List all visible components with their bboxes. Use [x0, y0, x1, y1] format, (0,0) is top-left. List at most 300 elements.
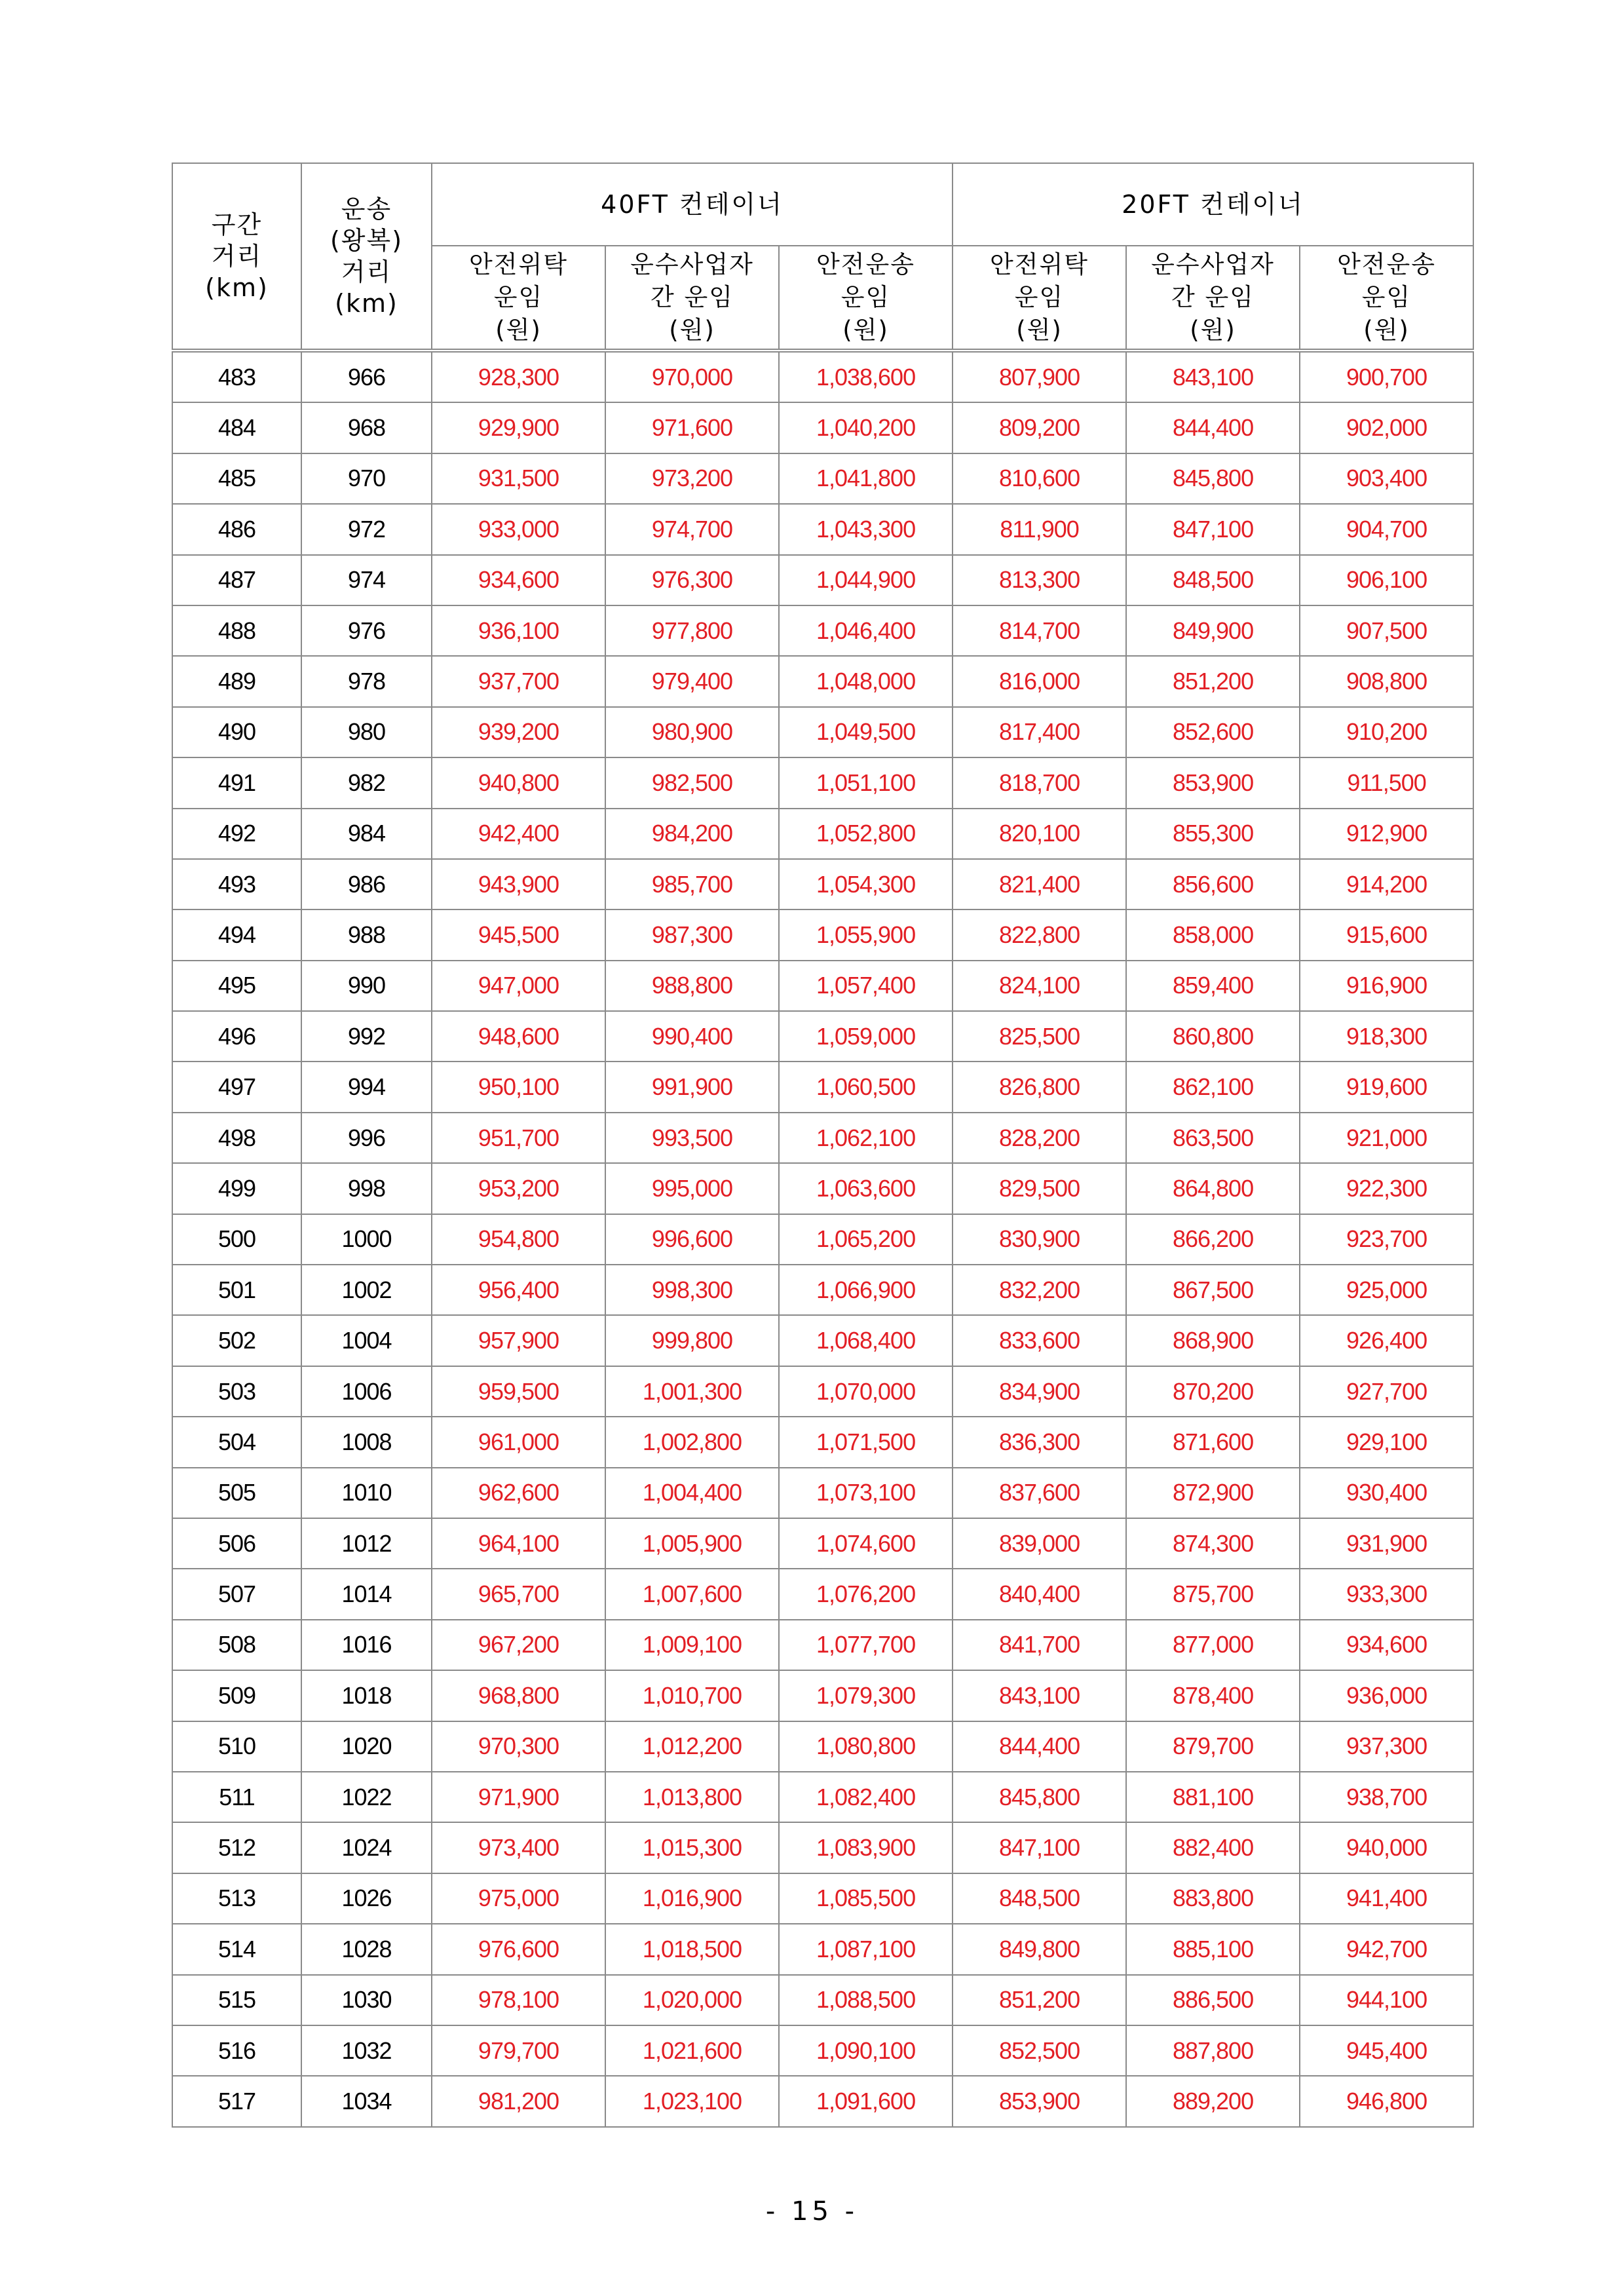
cell-20ft-safe-transport: 915,600 — [1300, 909, 1473, 960]
cell-section-distance: 514 — [172, 1924, 301, 1974]
cell-40ft-safe-consign: 968,800 — [432, 1670, 605, 1721]
cell-40ft-transport-biz: 993,500 — [605, 1113, 779, 1163]
cell-40ft-safe-transport: 1,051,100 — [779, 757, 953, 808]
cell-section-distance: 517 — [172, 2076, 301, 2126]
header-20ft-safe-consign: 안전위탁 운임 (원) — [953, 246, 1126, 351]
cell-40ft-safe-transport: 1,040,200 — [779, 402, 953, 453]
cell-20ft-safe-transport: 903,400 — [1300, 453, 1473, 504]
table-row — [172, 1011, 1473, 1062]
cell-40ft-safe-transport: 1,049,500 — [779, 707, 953, 757]
cell-transport-distance: 1028 — [301, 1924, 432, 1974]
cell-section-distance: 503 — [172, 1366, 301, 1417]
cell-20ft-safe-transport: 934,600 — [1300, 1620, 1473, 1670]
cell-section-distance: 496 — [172, 1011, 301, 1062]
table-row — [172, 809, 1473, 859]
cell-20ft-transport-biz: 870,200 — [1126, 1366, 1300, 1417]
cell-40ft-safe-transport: 1,048,000 — [779, 656, 953, 706]
cell-40ft-safe-consign: 951,700 — [432, 1113, 605, 1163]
cell-20ft-safe-consign: 826,800 — [953, 1062, 1126, 1112]
cell-20ft-safe-transport: 907,500 — [1300, 605, 1473, 656]
cell-40ft-safe-transport: 1,088,500 — [779, 1975, 953, 2025]
cell-40ft-safe-consign: 978,100 — [432, 1975, 605, 2025]
cell-20ft-safe-consign: 832,200 — [953, 1265, 1126, 1315]
cell-40ft-transport-biz: 1,013,800 — [605, 1772, 779, 1822]
cell-section-distance: 512 — [172, 1822, 301, 1873]
cell-40ft-safe-consign: 937,700 — [432, 656, 605, 706]
header-20ft-container: 20FT 컨테이너 — [953, 163, 1473, 246]
cell-20ft-safe-transport: 922,300 — [1300, 1163, 1473, 1214]
cell-40ft-safe-transport: 1,059,000 — [779, 1011, 953, 1062]
table-row — [172, 1772, 1473, 1822]
cell-40ft-safe-transport: 1,054,300 — [779, 859, 953, 909]
cell-20ft-safe-consign: 807,900 — [953, 351, 1126, 402]
cell-40ft-safe-consign: 947,000 — [432, 961, 605, 1011]
table-row — [172, 2076, 1473, 2126]
table-row — [172, 859, 1473, 909]
table-row — [172, 1417, 1473, 1467]
cell-transport-distance: 968 — [301, 402, 432, 453]
cell-20ft-transport-biz: 887,800 — [1126, 2025, 1300, 2076]
cell-20ft-safe-transport: 912,900 — [1300, 809, 1473, 859]
cell-40ft-safe-consign: 953,200 — [432, 1163, 605, 1214]
cell-20ft-safe-consign: 828,200 — [953, 1113, 1126, 1163]
cell-40ft-safe-consign: 936,100 — [432, 605, 605, 656]
cell-section-distance: 501 — [172, 1265, 301, 1315]
cell-40ft-safe-consign: 954,800 — [432, 1214, 605, 1265]
table-body — [172, 351, 1473, 2127]
cell-section-distance: 484 — [172, 402, 301, 453]
cell-40ft-safe-consign: 942,400 — [432, 809, 605, 859]
cell-40ft-safe-transport: 1,060,500 — [779, 1062, 953, 1112]
cell-transport-distance: 994 — [301, 1062, 432, 1112]
cell-40ft-safe-transport: 1,044,900 — [779, 555, 953, 605]
table-row — [172, 1113, 1473, 1163]
cell-section-distance: 495 — [172, 961, 301, 1011]
cell-20ft-transport-biz: 855,300 — [1126, 809, 1300, 859]
cell-40ft-safe-transport: 1,041,800 — [779, 453, 953, 504]
cell-20ft-safe-consign: 817,400 — [953, 707, 1126, 757]
cell-20ft-safe-consign: 821,400 — [953, 859, 1126, 909]
cell-transport-distance: 996 — [301, 1113, 432, 1163]
cell-transport-distance: 1006 — [301, 1366, 432, 1417]
cell-20ft-safe-transport: 916,900 — [1300, 961, 1473, 1011]
cell-20ft-safe-transport: 944,100 — [1300, 1975, 1473, 2025]
cell-transport-distance: 998 — [301, 1163, 432, 1214]
cell-20ft-transport-biz: 849,900 — [1126, 605, 1300, 656]
cell-transport-distance: 992 — [301, 1011, 432, 1062]
cell-40ft-safe-consign: 928,300 — [432, 351, 605, 402]
cell-40ft-transport-biz: 999,800 — [605, 1315, 779, 1366]
table-row — [172, 1214, 1473, 1265]
cell-section-distance: 502 — [172, 1315, 301, 1366]
cell-40ft-safe-transport: 1,087,100 — [779, 1924, 953, 1974]
cell-40ft-transport-biz: 1,015,300 — [605, 1822, 779, 1873]
freight-rate-table — [172, 163, 1474, 2128]
cell-section-distance: 486 — [172, 504, 301, 554]
cell-20ft-safe-consign: 822,800 — [953, 909, 1126, 960]
cell-20ft-safe-transport: 911,500 — [1300, 757, 1473, 808]
cell-40ft-transport-biz: 971,600 — [605, 402, 779, 453]
cell-20ft-safe-transport: 938,700 — [1300, 1772, 1473, 1822]
header-40ft-safe-transport: 안전운송 운임 (원) — [779, 246, 953, 351]
cell-20ft-transport-biz: 858,000 — [1126, 909, 1300, 960]
cell-transport-distance: 1024 — [301, 1822, 432, 1873]
cell-40ft-transport-biz: 976,300 — [605, 555, 779, 605]
cell-40ft-safe-consign: 959,500 — [432, 1366, 605, 1417]
cell-40ft-safe-consign: 965,700 — [432, 1569, 605, 1619]
cell-20ft-transport-biz: 878,400 — [1126, 1670, 1300, 1721]
cell-40ft-safe-consign: 957,900 — [432, 1315, 605, 1366]
cell-40ft-safe-transport: 1,057,400 — [779, 961, 953, 1011]
cell-40ft-safe-consign: 939,200 — [432, 707, 605, 757]
cell-20ft-safe-consign: 844,400 — [953, 1721, 1126, 1772]
cell-40ft-safe-transport: 1,082,400 — [779, 1772, 953, 1822]
cell-20ft-safe-consign: 834,900 — [953, 1366, 1126, 1417]
cell-40ft-safe-transport: 1,090,100 — [779, 2025, 953, 2076]
cell-transport-distance: 990 — [301, 961, 432, 1011]
table-row — [172, 402, 1473, 453]
cell-40ft-safe-consign: 956,400 — [432, 1265, 605, 1315]
cell-40ft-transport-biz: 995,000 — [605, 1163, 779, 1214]
cell-20ft-transport-biz: 848,500 — [1126, 555, 1300, 605]
cell-40ft-transport-biz: 1,021,600 — [605, 2025, 779, 2076]
cell-transport-distance: 1030 — [301, 1975, 432, 2025]
cell-40ft-safe-transport: 1,043,300 — [779, 504, 953, 554]
cell-40ft-safe-consign: 933,000 — [432, 504, 605, 554]
table-row — [172, 656, 1473, 706]
cell-40ft-safe-consign: 981,200 — [432, 2076, 605, 2126]
header-section-distance: 구간 거리 (km) — [172, 163, 301, 351]
cell-20ft-safe-consign: 829,500 — [953, 1163, 1126, 1214]
table-row — [172, 1721, 1473, 1772]
cell-transport-distance: 980 — [301, 707, 432, 757]
cell-20ft-safe-transport: 946,800 — [1300, 2076, 1473, 2126]
cell-20ft-safe-consign: 825,500 — [953, 1011, 1126, 1062]
cell-40ft-transport-biz: 998,300 — [605, 1265, 779, 1315]
cell-20ft-safe-consign: 852,500 — [953, 2025, 1126, 2076]
cell-40ft-safe-transport: 1,091,600 — [779, 2076, 953, 2126]
cell-transport-distance: 972 — [301, 504, 432, 554]
cell-section-distance: 507 — [172, 1569, 301, 1619]
cell-20ft-transport-biz: 853,900 — [1126, 757, 1300, 808]
cell-20ft-transport-biz: 851,200 — [1126, 656, 1300, 706]
cell-20ft-safe-transport: 940,000 — [1300, 1822, 1473, 1873]
cell-section-distance: 493 — [172, 859, 301, 909]
header-40ft-transport-biz: 운수사업자 간 운임 (원) — [605, 246, 779, 351]
table-header — [172, 163, 1473, 351]
cell-section-distance: 483 — [172, 351, 301, 402]
cell-40ft-transport-biz: 973,200 — [605, 453, 779, 504]
table-row — [172, 961, 1473, 1011]
cell-40ft-transport-biz: 982,500 — [605, 757, 779, 808]
cell-transport-distance: 1012 — [301, 1518, 432, 1569]
cell-20ft-safe-consign: 811,900 — [953, 504, 1126, 554]
cell-transport-distance: 986 — [301, 859, 432, 909]
header-20ft-safe-transport: 안전운송 운임 (원) — [1300, 246, 1473, 351]
cell-20ft-transport-biz: 843,100 — [1126, 351, 1300, 402]
cell-section-distance: 492 — [172, 809, 301, 859]
cell-section-distance: 499 — [172, 1163, 301, 1214]
cell-20ft-transport-biz: 862,100 — [1126, 1062, 1300, 1112]
header-40ft-container: 40FT 컨테이너 — [432, 163, 953, 246]
cell-40ft-safe-transport: 1,085,500 — [779, 1873, 953, 1924]
cell-40ft-transport-biz: 1,005,900 — [605, 1518, 779, 1569]
cell-20ft-safe-consign: 843,100 — [953, 1670, 1126, 1721]
cell-20ft-safe-transport: 936,000 — [1300, 1670, 1473, 1721]
cell-20ft-safe-consign: 836,300 — [953, 1417, 1126, 1467]
cell-20ft-safe-transport: 937,300 — [1300, 1721, 1473, 1772]
cell-40ft-transport-biz: 996,600 — [605, 1214, 779, 1265]
table-row — [172, 555, 1473, 605]
cell-40ft-safe-consign: 943,900 — [432, 859, 605, 909]
cell-40ft-transport-biz: 977,800 — [605, 605, 779, 656]
cell-20ft-transport-biz: 877,000 — [1126, 1620, 1300, 1670]
cell-transport-distance: 988 — [301, 909, 432, 960]
cell-transport-distance: 1000 — [301, 1214, 432, 1265]
cell-section-distance: 500 — [172, 1214, 301, 1265]
cell-20ft-transport-biz: 885,100 — [1126, 1924, 1300, 1974]
table-row — [172, 1468, 1473, 1518]
cell-20ft-safe-consign: 845,800 — [953, 1772, 1126, 1822]
cell-20ft-safe-transport: 931,900 — [1300, 1518, 1473, 1569]
cell-20ft-safe-transport: 921,000 — [1300, 1113, 1473, 1163]
cell-40ft-safe-transport: 1,077,700 — [779, 1620, 953, 1670]
cell-20ft-safe-transport: 930,400 — [1300, 1468, 1473, 1518]
cell-40ft-transport-biz: 984,200 — [605, 809, 779, 859]
cell-transport-distance: 1032 — [301, 2025, 432, 2076]
table-row — [172, 351, 1473, 402]
cell-40ft-transport-biz: 1,001,300 — [605, 1366, 779, 1417]
cell-section-distance: 506 — [172, 1518, 301, 1569]
table-row — [172, 1822, 1473, 1873]
table-row — [172, 504, 1473, 554]
cell-20ft-safe-transport: 918,300 — [1300, 1011, 1473, 1062]
table-row — [172, 1163, 1473, 1214]
cell-40ft-safe-consign: 929,900 — [432, 402, 605, 453]
cell-20ft-transport-biz: 867,500 — [1126, 1265, 1300, 1315]
cell-40ft-safe-consign: 964,100 — [432, 1518, 605, 1569]
cell-40ft-safe-consign: 931,500 — [432, 453, 605, 504]
cell-20ft-transport-biz: 882,400 — [1126, 1822, 1300, 1873]
cell-40ft-transport-biz: 990,400 — [605, 1011, 779, 1062]
cell-40ft-safe-transport: 1,046,400 — [779, 605, 953, 656]
cell-40ft-safe-transport: 1,063,600 — [779, 1163, 953, 1214]
table-row — [172, 1366, 1473, 1417]
cell-40ft-safe-consign: 975,000 — [432, 1873, 605, 1924]
cell-20ft-safe-transport: 906,100 — [1300, 555, 1473, 605]
cell-40ft-safe-transport: 1,038,600 — [779, 351, 953, 402]
cell-40ft-safe-consign: 940,800 — [432, 757, 605, 808]
cell-20ft-transport-biz: 847,100 — [1126, 504, 1300, 554]
cell-20ft-safe-transport: 941,400 — [1300, 1873, 1473, 1924]
cell-20ft-transport-biz: 864,800 — [1126, 1163, 1300, 1214]
cell-20ft-transport-biz: 859,400 — [1126, 961, 1300, 1011]
table-row — [172, 1062, 1473, 1112]
cell-section-distance: 513 — [172, 1873, 301, 1924]
cell-section-distance: 488 — [172, 605, 301, 656]
cell-40ft-transport-biz: 980,900 — [605, 707, 779, 757]
cell-40ft-transport-biz: 1,007,600 — [605, 1569, 779, 1619]
cell-40ft-transport-biz: 1,012,200 — [605, 1721, 779, 1772]
cell-transport-distance: 1026 — [301, 1873, 432, 1924]
cell-20ft-safe-consign: 839,000 — [953, 1518, 1126, 1569]
cell-section-distance: 508 — [172, 1620, 301, 1670]
cell-40ft-safe-consign: 961,000 — [432, 1417, 605, 1467]
cell-40ft-safe-transport: 1,068,400 — [779, 1315, 953, 1366]
cell-transport-distance: 974 — [301, 555, 432, 605]
cell-section-distance: 491 — [172, 757, 301, 808]
cell-transport-distance: 1008 — [301, 1417, 432, 1467]
cell-20ft-safe-consign: 820,100 — [953, 809, 1126, 859]
table-row — [172, 1315, 1473, 1366]
cell-20ft-transport-biz: 863,500 — [1126, 1113, 1300, 1163]
cell-section-distance: 498 — [172, 1113, 301, 1163]
cell-40ft-transport-biz: 988,800 — [605, 961, 779, 1011]
cell-20ft-transport-biz: 881,100 — [1126, 1772, 1300, 1822]
cell-transport-distance: 976 — [301, 605, 432, 656]
cell-40ft-transport-biz: 1,010,700 — [605, 1670, 779, 1721]
cell-20ft-transport-biz: 868,900 — [1126, 1315, 1300, 1366]
cell-40ft-safe-transport: 1,076,200 — [779, 1569, 953, 1619]
cell-40ft-safe-transport: 1,062,100 — [779, 1113, 953, 1163]
cell-40ft-safe-consign: 950,100 — [432, 1062, 605, 1112]
cell-transport-distance: 966 — [301, 351, 432, 402]
cell-20ft-safe-transport: 908,800 — [1300, 656, 1473, 706]
cell-20ft-safe-consign: 837,600 — [953, 1468, 1126, 1518]
cell-40ft-safe-transport: 1,080,800 — [779, 1721, 953, 1772]
header-transport-distance: 운송 (왕복) 거리 (km) — [301, 163, 432, 351]
cell-section-distance: 485 — [172, 453, 301, 504]
cell-40ft-safe-consign: 971,900 — [432, 1772, 605, 1822]
cell-40ft-transport-biz: 1,004,400 — [605, 1468, 779, 1518]
table-row — [172, 1518, 1473, 1569]
cell-20ft-safe-transport: 945,400 — [1300, 2025, 1473, 2076]
cell-20ft-safe-transport: 926,400 — [1300, 1315, 1473, 1366]
header-40ft-safe-consign: 안전위탁 운임 (원) — [432, 246, 605, 351]
cell-40ft-safe-consign: 945,500 — [432, 909, 605, 960]
table-row — [172, 1569, 1473, 1619]
cell-40ft-transport-biz: 1,023,100 — [605, 2076, 779, 2126]
cell-40ft-safe-consign: 967,200 — [432, 1620, 605, 1670]
cell-20ft-safe-consign: 840,400 — [953, 1569, 1126, 1619]
cell-20ft-safe-consign: 841,700 — [953, 1620, 1126, 1670]
cell-20ft-safe-transport: 904,700 — [1300, 504, 1473, 554]
table-row — [172, 1924, 1473, 1974]
cell-20ft-safe-transport: 919,600 — [1300, 1062, 1473, 1112]
cell-40ft-safe-consign: 934,600 — [432, 555, 605, 605]
table-row — [172, 605, 1473, 656]
table-row — [172, 757, 1473, 808]
cell-transport-distance: 1014 — [301, 1569, 432, 1619]
cell-20ft-safe-consign: 853,900 — [953, 2076, 1126, 2126]
cell-20ft-safe-transport: 923,700 — [1300, 1214, 1473, 1265]
cell-20ft-transport-biz: 874,300 — [1126, 1518, 1300, 1569]
cell-20ft-safe-transport: 929,100 — [1300, 1417, 1473, 1467]
cell-40ft-transport-biz: 991,900 — [605, 1062, 779, 1112]
cell-transport-distance: 978 — [301, 656, 432, 706]
cell-20ft-transport-biz: 875,700 — [1126, 1569, 1300, 1619]
cell-section-distance: 516 — [172, 2025, 301, 2076]
cell-20ft-safe-consign: 847,100 — [953, 1822, 1126, 1873]
cell-section-distance: 489 — [172, 656, 301, 706]
cell-transport-distance: 1016 — [301, 1620, 432, 1670]
cell-20ft-safe-transport: 942,700 — [1300, 1924, 1473, 1974]
cell-transport-distance: 1034 — [301, 2076, 432, 2126]
cell-20ft-transport-biz: 852,600 — [1126, 707, 1300, 757]
cell-40ft-safe-consign: 976,600 — [432, 1924, 605, 1974]
cell-20ft-transport-biz: 889,200 — [1126, 2076, 1300, 2126]
page-number: - 15 - — [765, 2196, 859, 2227]
table-row — [172, 1873, 1473, 1924]
cell-20ft-transport-biz: 844,400 — [1126, 402, 1300, 453]
cell-20ft-safe-consign: 813,300 — [953, 555, 1126, 605]
table-row — [172, 2025, 1473, 2076]
cell-40ft-safe-transport: 1,052,800 — [779, 809, 953, 859]
table-row — [172, 1265, 1473, 1315]
cell-transport-distance: 1002 — [301, 1265, 432, 1315]
cell-40ft-safe-transport: 1,074,600 — [779, 1518, 953, 1569]
cell-section-distance: 515 — [172, 1975, 301, 2025]
cell-transport-distance: 984 — [301, 809, 432, 859]
cell-20ft-safe-transport: 910,200 — [1300, 707, 1473, 757]
cell-40ft-safe-transport: 1,066,900 — [779, 1265, 953, 1315]
cell-40ft-safe-transport: 1,070,000 — [779, 1366, 953, 1417]
cell-20ft-safe-transport: 933,300 — [1300, 1569, 1473, 1619]
cell-transport-distance: 1004 — [301, 1315, 432, 1366]
cell-transport-distance: 1020 — [301, 1721, 432, 1772]
table-row — [172, 1975, 1473, 2025]
table-row — [172, 707, 1473, 757]
cell-40ft-transport-biz: 985,700 — [605, 859, 779, 909]
cell-40ft-transport-biz: 1,020,000 — [605, 1975, 779, 2025]
cell-40ft-transport-biz: 1,018,500 — [605, 1924, 779, 1974]
cell-transport-distance: 1022 — [301, 1772, 432, 1822]
cell-20ft-safe-consign: 816,000 — [953, 656, 1126, 706]
cell-20ft-safe-consign: 848,500 — [953, 1873, 1126, 1924]
cell-section-distance: 510 — [172, 1721, 301, 1772]
cell-20ft-safe-transport: 927,700 — [1300, 1366, 1473, 1417]
cell-section-distance: 490 — [172, 707, 301, 757]
cell-section-distance: 505 — [172, 1468, 301, 1518]
cell-20ft-safe-consign: 818,700 — [953, 757, 1126, 808]
cell-20ft-transport-biz: 871,600 — [1126, 1417, 1300, 1467]
cell-transport-distance: 1018 — [301, 1670, 432, 1721]
cell-40ft-safe-transport: 1,079,300 — [779, 1670, 953, 1721]
cell-20ft-safe-consign: 849,800 — [953, 1924, 1126, 1974]
cell-40ft-safe-transport: 1,071,500 — [779, 1417, 953, 1467]
cell-20ft-safe-transport: 925,000 — [1300, 1265, 1473, 1315]
cell-20ft-safe-consign: 833,600 — [953, 1315, 1126, 1366]
cell-40ft-transport-biz: 979,400 — [605, 656, 779, 706]
cell-40ft-transport-biz: 1,002,800 — [605, 1417, 779, 1467]
cell-40ft-safe-consign: 973,400 — [432, 1822, 605, 1873]
cell-20ft-safe-consign: 809,200 — [953, 402, 1126, 453]
header-20ft-transport-biz: 운수사업자 간 운임 (원) — [1126, 246, 1300, 351]
cell-20ft-transport-biz: 866,200 — [1126, 1214, 1300, 1265]
cell-40ft-transport-biz: 1,016,900 — [605, 1873, 779, 1924]
cell-40ft-safe-transport: 1,055,900 — [779, 909, 953, 960]
cell-transport-distance: 1010 — [301, 1468, 432, 1518]
cell-20ft-transport-biz: 879,700 — [1126, 1721, 1300, 1772]
cell-20ft-safe-consign: 824,100 — [953, 961, 1126, 1011]
cell-20ft-safe-transport: 914,200 — [1300, 859, 1473, 909]
cell-20ft-transport-biz: 872,900 — [1126, 1468, 1300, 1518]
cell-40ft-transport-biz: 987,300 — [605, 909, 779, 960]
cell-20ft-transport-biz: 883,800 — [1126, 1873, 1300, 1924]
cell-20ft-safe-consign: 830,900 — [953, 1214, 1126, 1265]
cell-40ft-transport-biz: 974,700 — [605, 504, 779, 554]
cell-40ft-safe-transport: 1,083,900 — [779, 1822, 953, 1873]
